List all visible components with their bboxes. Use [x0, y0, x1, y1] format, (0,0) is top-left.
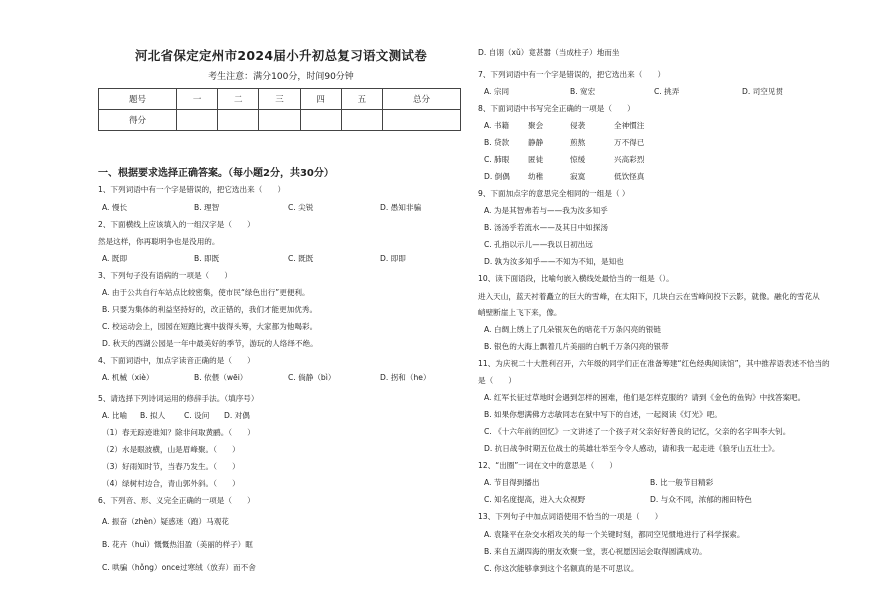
- section-heading: 一、根据要求选择正确答案。（每小题2分，共30分）: [98, 168, 334, 179]
- question-11-option-d: D. 抗日战争时期五位战士的英雄壮举至今令人感动，请和我一起走进《狼牙山五壮士》。: [484, 444, 780, 453]
- word: 匿徒: [528, 155, 544, 164]
- word: 全神慣注: [614, 121, 645, 130]
- word: 寂寞: [570, 172, 586, 181]
- question-9: 9、下面加点字的意思完全相同的一组是（ ）: [478, 189, 630, 198]
- score-table-score-row: [99, 110, 461, 131]
- question-6-option-b: B. 花卉（huì）慨慨热泪盈（美丽的样子）眶: [102, 540, 253, 549]
- score-table: [98, 88, 461, 131]
- score-cell[interactable]: [341, 110, 382, 131]
- option: D. 对偶: [224, 411, 250, 420]
- option: C. 尖锐: [288, 203, 314, 212]
- option: D. 司空见贯: [742, 87, 784, 96]
- question-3-option-c: C. 校运动会上，园园在短跑比赛中拔得头筹，大家都为他喝彩。: [102, 322, 318, 331]
- word: 万不得已: [614, 138, 645, 147]
- question-6-option-c: C. 哄骗（hǒng）once过寒绒（放弃）而不舍: [102, 563, 256, 572]
- option: D. 与众不同，浓郁的湘田特色: [650, 495, 752, 504]
- option: B. 理智: [194, 203, 220, 212]
- question-3-option-b: B. 只要为集体的利益坚持好的，改正错的，我们才能更加优秀。: [102, 305, 318, 314]
- score-cell[interactable]: [300, 110, 341, 131]
- question-3-option-a: A. 由于公共自行车站点比较密集，使市民“绿色出行”更便利。: [102, 288, 310, 297]
- option: B. 宽宏: [570, 87, 596, 96]
- question-5-item-4: （4）绿树村边合，青山郭外斜。（ ）: [102, 479, 240, 488]
- question-11-option-c: C. 《十六年前的回忆》一文讲述了一个孩子对父亲好好善良的记忆，父亲的名字叫李大钊。: [484, 427, 791, 436]
- question-6-option-a: A. 振奋（zhèn）疑惑迷（跑）马观花: [102, 517, 229, 526]
- option: B. 即既: [194, 254, 220, 263]
- question-10: 10、读下面语段，比喻句嵌入横线处最恰当的一组是（）。: [478, 274, 674, 283]
- question-1: 1、下列词语中有一个字是错误的，把它选出来（ ）: [98, 185, 286, 194]
- question-3-option-d: D. 秋天的西湖公园是一年中最美好的季节，游玩的人络绎不绝。: [102, 339, 318, 348]
- option: C. 倘静（bì）: [288, 373, 336, 382]
- word: 惊缓: [570, 155, 586, 164]
- question-10-option-a: A. 白绸上绣上了几朵银灰色的暗花千万条闪亮的银链: [484, 325, 661, 334]
- question-10-passage-line-2: 峭壁断崖上飞下来，像。: [478, 308, 562, 317]
- word: B. 贷款: [484, 138, 510, 147]
- question-11: 11、为庆祝二十大胜利召开，六年级的同学们正在准备筹建“红色经典阅读馆”，其中推荐语表述不恰当的: [478, 359, 830, 368]
- question-12: 12、“出圈”一词在文中的意思是（ ）: [478, 461, 618, 470]
- score-row-label: 得分: [99, 110, 177, 131]
- score-header-cell: 二: [218, 89, 259, 110]
- option: D. 愚知非骗: [380, 203, 422, 212]
- score-cell[interactable]: [177, 110, 218, 131]
- option: A. 节目得到播出: [484, 478, 540, 487]
- score-header-cell: 三: [259, 89, 300, 110]
- option: C. 既既: [288, 254, 314, 263]
- word: D. 倒偶: [484, 172, 510, 181]
- word: 幼稚: [528, 172, 544, 181]
- question-7: 7、下列词语中有一个字是错误的，把它选出来（ ）: [478, 70, 666, 79]
- question-10-passage-line-1: 进入天山，蓝天衬着矗立的巨大的雪峰，在太阳下，几块白云在雪峰间投下云影，就像。融化的雪花从: [478, 292, 820, 301]
- question-11-continued: 是（ ）: [478, 376, 516, 385]
- question-5: 5、请选择下列诗词运用的修辞手法。（填序号）: [98, 394, 259, 403]
- option: C. 挑弄: [654, 87, 680, 96]
- question-6: 6、下列音、形、义完全正确的一项是（ ）: [98, 496, 255, 505]
- question-13-option-b: B. 来自五湖四海的朋友欢聚一堂，衷心祝愿因运会取得圆满成功。: [484, 547, 707, 556]
- question-11-option-a: A. 红军长征过草地时会遇到怎样的困难，他们是怎样克服的？请到《金色的鱼钩》中找答案吧。: [484, 393, 806, 402]
- score-cell[interactable]: [218, 110, 259, 131]
- option: C. 知名度提高，进入大众视野: [484, 495, 586, 504]
- question-8: 8、下面词语中书写完全正确的一项是（ ）: [478, 104, 635, 113]
- word: 兴高彩烈: [614, 155, 645, 164]
- question-9-option-c: C. 孔指以示儿——我以日初出远: [484, 240, 593, 249]
- question-5-item-2: （2）水是眼波横，山是眉峰聚。（ ）: [102, 445, 240, 454]
- word: 聚会: [528, 121, 544, 130]
- word: 煎熬: [570, 138, 586, 147]
- word: A. 书籍: [484, 121, 510, 130]
- question-13: 13、下列句子中加点词语使用不恰当的一项是（ ）: [478, 512, 663, 521]
- option: B. 拟人: [140, 411, 166, 420]
- option: D. 即即: [380, 254, 406, 263]
- score-header-cell: 题号: [99, 89, 177, 110]
- question-9-option-d: D. 孰为汝多知乎——不知为不知，是知也: [484, 257, 624, 266]
- score-header-cell: 五: [341, 89, 382, 110]
- question-5-item-1: （1）春无踪迹谁知？除非问取黄鹂。（ ）: [102, 428, 255, 437]
- question-4: 4、下面词语中，加点字读音正确的是（ ）: [98, 356, 255, 365]
- option: A. 机械（xiè）: [102, 373, 154, 382]
- question-3: 3、下列句子没有语病的一项是（ ）: [98, 271, 232, 280]
- option: B. 比一般节目精彩: [650, 478, 714, 487]
- question-11-option-b: B. 如果你想满佛方志敏同志在狱中写下的自述，一起阅读《灯光》吧。: [484, 410, 722, 419]
- word: C. 肺眼: [484, 155, 510, 164]
- word: 低饮怪真: [614, 172, 645, 181]
- question-6-option-d: D. 自诩（xǔ）竟甚嚣（当成柱子）地而坐: [478, 48, 620, 57]
- option: B. 依偎（wēi）: [194, 373, 248, 382]
- page-title: 河北省保定定州市2024届小升初总复习语文测试卷: [135, 48, 427, 63]
- exam-notice: 考生注意：满分100分，时间90分钟: [208, 72, 354, 82]
- question-9-option-b: B. 汤汤乎若流水——及其日中如探汤: [484, 223, 608, 232]
- score-cell[interactable]: [382, 110, 460, 131]
- question-13-option-a: A. 袁隆平在杂交水稻攻关的每一个关键时刻，都同空见惯地进行了科学探索。: [484, 530, 745, 539]
- question-9-option-a: A. 为是其智弗若与——我为汝多知乎: [484, 206, 608, 215]
- option: C. 设问: [184, 411, 210, 420]
- word: 侵袭: [570, 121, 586, 130]
- question-2: 2、下面横线上应该填入的一组汉字是（ ）: [98, 220, 255, 229]
- option: A. 宗同: [484, 87, 510, 96]
- question-10-option-b: B. 银色的大海上飘着几片美丽的白帆千万条闪亮的银带: [484, 342, 669, 351]
- score-table-header-row: [99, 89, 461, 110]
- option: A. 慢长: [102, 203, 128, 212]
- score-header-cell: 总分: [382, 89, 460, 110]
- option: D. 拐和（he）: [380, 373, 431, 382]
- question-5-item-3: （3）好雨知时节，当春乃发生。（ ）: [102, 462, 240, 471]
- question-13-option-c: C. 你这次能够拿到这个名额真的是不可思议。: [484, 564, 639, 573]
- question-2-text: 然是这样，你再聪明争也是没用的。: [98, 237, 220, 246]
- score-cell[interactable]: [259, 110, 300, 131]
- option: A. 既即: [102, 254, 128, 263]
- score-header-cell: 一: [177, 89, 218, 110]
- option: A. 比喻: [102, 411, 128, 420]
- word: 静静: [528, 138, 544, 147]
- score-header-cell: 四: [300, 89, 341, 110]
